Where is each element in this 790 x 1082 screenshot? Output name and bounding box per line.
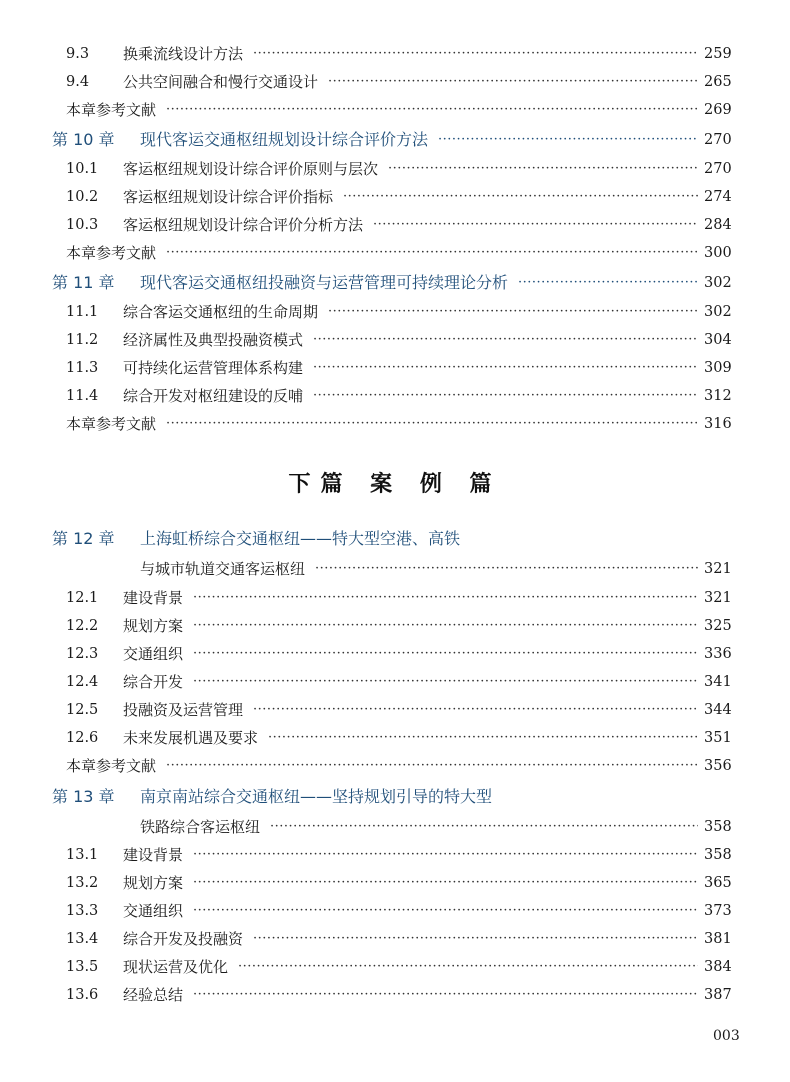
toc-entry (0, 384, 790, 408)
toc-entry-title: 本章参考文献 (66, 757, 157, 775)
toc-entry-number: 11.2 (66, 332, 99, 348)
leader-dots (166, 412, 698, 436)
leader-dots (518, 271, 698, 295)
toc-entry-number: 11.4 (66, 388, 99, 404)
toc-entry-page: 304 (704, 332, 732, 348)
toc-entry (0, 70, 790, 94)
toc-entry-title: 综合开发对枢纽建设的反哺 (123, 387, 304, 405)
toc-entry-number: 10.2 (66, 189, 99, 205)
toc-entry-title: 换乘流线设计方法 (123, 45, 244, 63)
toc-entry-page: 381 (704, 931, 732, 947)
toc-entry (0, 927, 790, 951)
toc-entry (0, 614, 790, 638)
toc-chapter-entry (0, 785, 790, 809)
toc-entry (0, 815, 790, 839)
toc-entry (0, 328, 790, 352)
toc-entry (0, 698, 790, 722)
toc-entry-title: 可持续化运营管理体系构建 (123, 359, 304, 377)
toc-entry-title: 南京南站综合交通枢纽——坚持规划引导的特大型 (140, 787, 493, 806)
toc-entry-title: 公共空间融合和慢行交通设计 (123, 73, 319, 91)
leader-dots (253, 42, 698, 66)
toc-entry (0, 185, 790, 209)
toc-entry-page: 321 (704, 561, 732, 577)
leader-dots (193, 843, 698, 867)
toc-entry (0, 955, 790, 979)
leader-dots (193, 586, 698, 610)
page-number: 003 (713, 1028, 740, 1044)
toc-references-entry (0, 412, 790, 436)
toc-entry-number: 13.4 (66, 931, 99, 947)
toc-entry-title: 经验总结 (123, 986, 184, 1004)
toc-entry-title: 建设背景 (123, 846, 184, 864)
toc-references-entry (0, 241, 790, 265)
toc-entry-page: 302 (704, 304, 732, 320)
toc-entry-page: 344 (704, 702, 732, 718)
toc-entry-number: 10.1 (66, 161, 99, 177)
toc-entry-title: 本章参考文献 (66, 415, 157, 433)
toc-entry-title: 建设背景 (123, 589, 184, 607)
toc-chapter-entry (0, 527, 790, 551)
toc-entry-page: 365 (704, 875, 732, 891)
toc-entry-title: 本章参考文献 (66, 244, 157, 262)
toc-entry-title: 综合开发 (123, 673, 184, 691)
toc-entry (0, 871, 790, 895)
toc-entry-page: 312 (704, 388, 732, 404)
toc-entry (0, 899, 790, 923)
toc-chapter-entry (0, 128, 790, 152)
toc-entry-title: 本章参考文献 (66, 101, 157, 119)
toc-entry-title: 与城市轨道交通客运枢纽 (140, 560, 306, 578)
toc-entry (0, 356, 790, 380)
leader-dots (328, 300, 698, 324)
toc-entry (0, 642, 790, 666)
toc-entry-title: 上海虹桥综合交通枢纽——特大型空港、高铁 (140, 529, 461, 548)
toc-entry (0, 726, 790, 750)
toc-entry-page: 265 (704, 74, 732, 90)
leader-dots (193, 614, 698, 638)
leader-dots (438, 128, 698, 152)
toc-entry-page: 316 (704, 416, 732, 432)
leader-dots (193, 642, 698, 666)
toc-entry-number: 第 12 章 (52, 529, 115, 548)
leader-dots (166, 754, 698, 778)
toc-entry-page: 356 (704, 758, 732, 774)
toc-entry (0, 213, 790, 237)
leader-dots (373, 213, 698, 237)
toc-entry-title: 交通组织 (123, 902, 184, 920)
toc-entry (0, 557, 790, 581)
toc-entry (0, 42, 790, 66)
toc-entry-number: 12.1 (66, 590, 99, 606)
toc-entry-page: 269 (704, 102, 732, 118)
toc-entry-page: 270 (704, 132, 732, 148)
toc-entry-number: 13.2 (66, 875, 99, 891)
leader-dots (313, 356, 698, 380)
part-title: 下篇 案 例 篇 (288, 471, 502, 497)
leader-dots (253, 698, 698, 722)
toc-entry-number: 10.3 (66, 217, 99, 233)
toc-entry-number: 12.6 (66, 730, 99, 746)
toc-entry-title: 综合客运交通枢纽的生命周期 (123, 303, 319, 321)
toc-entry-number: 13.6 (66, 987, 99, 1003)
toc-entry-number: 9.4 (66, 74, 90, 90)
toc-entry-title: 规划方案 (123, 617, 184, 635)
toc-entry-title: 铁路综合客运枢纽 (140, 818, 261, 836)
toc-entry (0, 670, 790, 694)
toc-entry-number: 13.3 (66, 903, 99, 919)
leader-dots (388, 157, 698, 181)
toc-entry-title: 现代客运交通枢纽投融资与运营管理可持续理论分析 (140, 273, 509, 292)
toc-references-entry (0, 98, 790, 122)
toc-entry-page: 309 (704, 360, 732, 376)
leader-dots (253, 927, 698, 951)
toc-entry (0, 983, 790, 1007)
toc-entry-title: 未来发展机遇及要求 (123, 729, 259, 747)
toc-entry-number: 12.4 (66, 674, 99, 690)
toc-entry-title: 规划方案 (123, 874, 184, 892)
toc-entry-title: 客运枢纽规划设计综合评价原则与层次 (123, 160, 379, 178)
toc-entry-page: 300 (704, 245, 732, 261)
toc-entry-page: 387 (704, 987, 732, 1003)
toc-entry-title: 经济属性及典型投融资模式 (123, 331, 304, 349)
toc-entry-page: 284 (704, 217, 732, 233)
toc-entry-number: 12.3 (66, 646, 99, 662)
toc-entry-number: 第 11 章 (52, 273, 115, 292)
toc-entry-page: 373 (704, 903, 732, 919)
leader-dots (315, 557, 698, 581)
leader-dots (193, 670, 698, 694)
leader-dots (166, 241, 698, 265)
toc-chapter-entry (0, 271, 790, 295)
toc-entry-number: 9.3 (66, 46, 90, 62)
toc-entry (0, 843, 790, 867)
toc-entry (0, 300, 790, 324)
toc-entry-page: 325 (704, 618, 732, 634)
toc-entry-number: 11.1 (66, 304, 99, 320)
toc-entry-number: 12.5 (66, 702, 99, 718)
toc-entry-page: 336 (704, 646, 732, 662)
toc-entry-number: 13.1 (66, 847, 99, 863)
toc-entry-number: 13.5 (66, 959, 99, 975)
toc-entry-page: 341 (704, 674, 732, 690)
toc-entry-title: 投融资及运营管理 (123, 701, 244, 719)
toc-references-entry (0, 754, 790, 778)
toc-entry-page: 384 (704, 959, 732, 975)
toc-entry (0, 586, 790, 610)
leader-dots (328, 70, 698, 94)
toc-entry-page: 351 (704, 730, 732, 746)
toc-entry-page: 259 (704, 46, 732, 62)
leader-dots (270, 815, 698, 839)
leader-dots (268, 726, 698, 750)
toc-entry-title: 现代客运交通枢纽规划设计综合评价方法 (140, 130, 429, 149)
toc-entry-page: 302 (704, 275, 732, 291)
leader-dots (313, 384, 698, 408)
toc-entry-number: 第 13 章 (52, 787, 115, 806)
toc-entry (0, 157, 790, 181)
toc-entry-page: 358 (704, 819, 732, 835)
toc-entry-title: 客运枢纽规划设计综合评价分析方法 (123, 216, 364, 234)
toc-entry-number: 11.3 (66, 360, 99, 376)
toc-entry-page: 274 (704, 189, 732, 205)
leader-dots (193, 871, 698, 895)
leader-dots (343, 185, 698, 209)
leader-dots (193, 983, 698, 1007)
leader-dots (193, 899, 698, 923)
leader-dots (238, 955, 698, 979)
toc-entry-title: 交通组织 (123, 645, 184, 663)
toc-entry-title: 综合开发及投融资 (123, 930, 244, 948)
toc-entry-page: 358 (704, 847, 732, 863)
toc-entry-page: 321 (704, 590, 732, 606)
toc-entry-page: 270 (704, 161, 732, 177)
toc-entry-number: 第 10 章 (52, 130, 115, 149)
toc-entry-title: 现状运营及优化 (123, 958, 229, 976)
leader-dots (313, 328, 698, 352)
toc-entry-number: 12.2 (66, 618, 99, 634)
toc-entry-title: 客运枢纽规划设计综合评价指标 (123, 188, 334, 206)
leader-dots (166, 98, 698, 122)
